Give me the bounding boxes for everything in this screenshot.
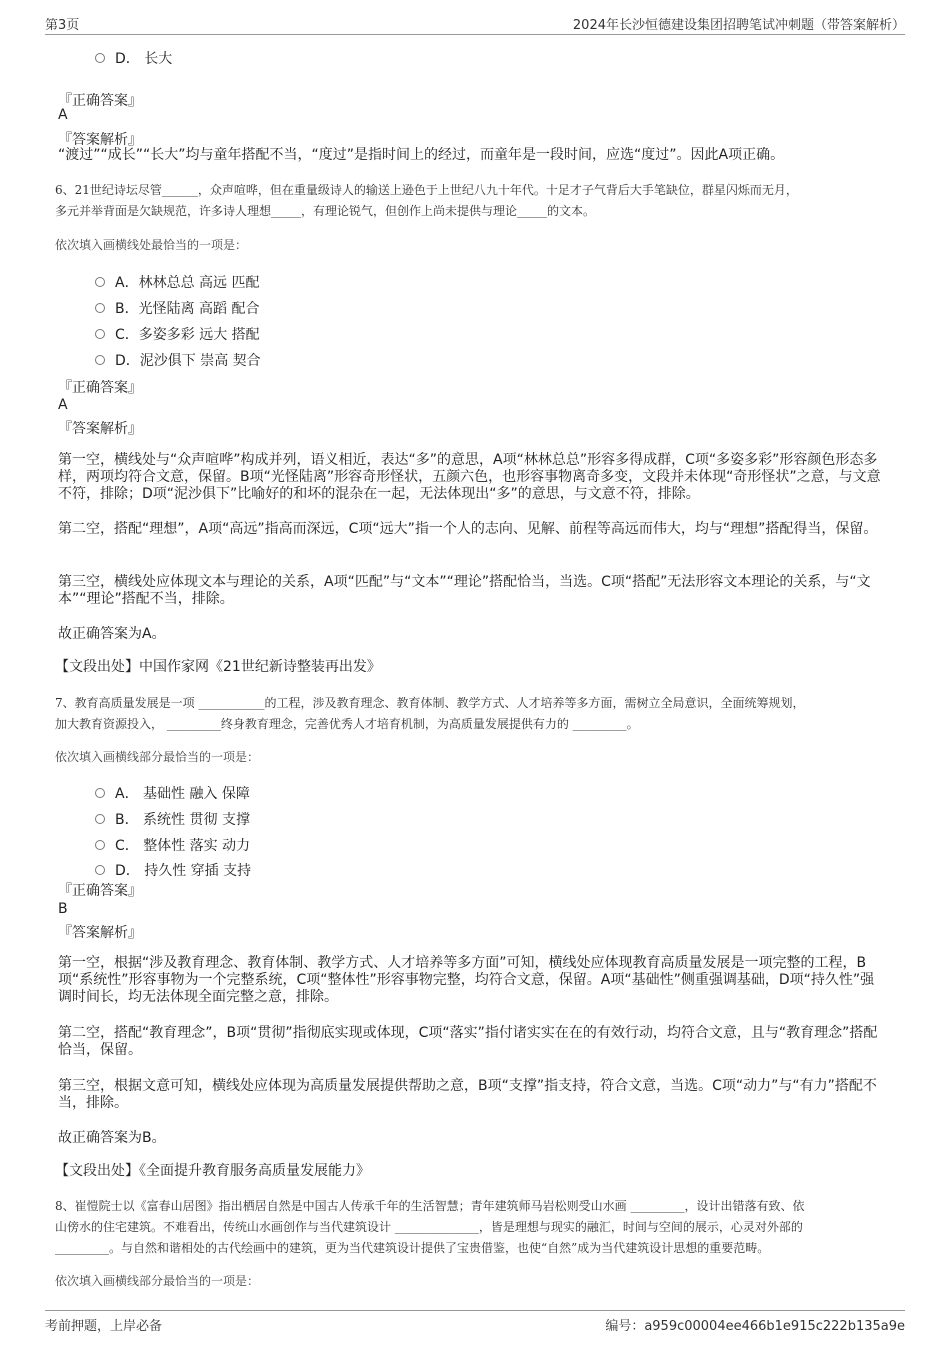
- q7-option-d[interactable]: [95, 860, 251, 880]
- q6-option-b[interactable]: [95, 298, 260, 318]
- option-label: B．光怪陆离 高蹈 配合: [115, 301, 260, 317]
- option-label: A． 基础性 融入 保障: [115, 786, 250, 802]
- radio-icon[interactable]: [95, 303, 105, 313]
- stem-line: 6、21世纪诗坛尽管______，众声喧哗，但在重量级诗人的输送上逊色于上世纪八九十年代。十足才子气背后大手笔缺位，群星闪烁而无月，: [55, 183, 798, 197]
- analysis-text: “渡过”“成长”“长大”均与童年搭配不当，“度过”是指时间上的经过，而童年是一段时间，应选“度过”。因此A项正确。: [58, 147, 785, 163]
- answer-value: B: [58, 901, 68, 917]
- option-label: D． 长大: [115, 51, 173, 67]
- analysis-paragraph: 第二空，搭配“教育理念”，B项“贯彻”指彻底实现或体现，C项“落实”指付诸实实在在的有效行动，均符合文意，且与“教育理念”搭配恰当，保留。: [58, 1025, 878, 1058]
- option-label: A．林林总总 高远 匹配: [115, 275, 260, 291]
- stem-line: 多元并举背面是欠缺规范，许多诗人理想_____，有理论锐气，但创作上尚未提供与理论_____的文本。: [55, 204, 596, 218]
- q6-option-d[interactable]: [95, 350, 261, 370]
- footer-slogan: 考前押题，上岸必备: [45, 1319, 163, 1334]
- analysis-heading: 『答案解析』: [58, 925, 142, 941]
- analysis-heading: 『答案解析』: [58, 132, 142, 148]
- question-6-stem: [55, 180, 895, 222]
- option-label: B． 系统性 贯彻 支撑: [115, 812, 250, 828]
- document-title: 2024年长沙恒德建设集团招聘笔试冲刺题（带答案解析）: [572, 18, 905, 33]
- analysis-paragraph: 第三空，横线处应体现文本与理论的关系，A项“匹配”与“文本”“理论”搭配恰当，当选。C项“搭配”无法形容文本理论的关系，与“文本”“理论”搭配不当，排除。: [58, 574, 871, 607]
- q7-option-a[interactable]: [95, 783, 250, 803]
- analysis-paragraph: 第三空，根据文意可知，横线处应体现为高质量发展提供帮助之意，B项“支撑”指支持，符合文意，当选。C项“动力”与“有力”搭配不当，排除。: [58, 1078, 877, 1111]
- radio-icon[interactable]: [95, 329, 105, 339]
- radio-icon[interactable]: [95, 840, 105, 850]
- answer-value: A: [58, 107, 68, 123]
- radio-icon[interactable]: [95, 788, 105, 798]
- answer-value: A: [58, 397, 68, 413]
- analysis-conclusion: 故正确答案为A。: [58, 626, 166, 642]
- option-label: C．多姿多彩 远大 搭配: [115, 327, 260, 343]
- analysis-paragraph: 第一空，横线处与“众声喧哗”构成并列，语义相近，表达“多”的意思，A项“林林总总”形容多得成群，C项“多姿多彩”形容颜色形态多样，两项均符合文意，保留。B项“光怪陆离”形容奇形怪状，五颜六色，也形容事物离奇多变，文段并未体现“奇形怪状”之意，与文意不符，排除；D项“泥沙俱下”比喻好的和坏的混杂在一起，无法体现出“多”的意思，与文意不符，排除。: [58, 452, 881, 502]
- page-header: [45, 14, 905, 35]
- analysis-conclusion: 故正确答案为B。: [58, 1130, 166, 1146]
- q6-option-a[interactable]: [95, 272, 259, 292]
- option-label: C． 整体性 落实 动力: [115, 838, 251, 854]
- passage-source: 【文段出处】中国作家网《21世纪新诗整装再出发》: [55, 659, 381, 675]
- question-7-stem: [55, 693, 895, 735]
- document-id: 编号：a959c00004ee466b1e915c222b135a9e: [605, 1319, 905, 1334]
- radio-icon[interactable]: [95, 865, 105, 875]
- q5-option-d[interactable]: [95, 48, 172, 68]
- radio-icon[interactable]: [95, 53, 105, 63]
- analysis-heading: 『答案解析』: [58, 421, 142, 437]
- answer-heading: 『正确答案』: [58, 93, 142, 109]
- option-label: D．泥沙俱下 崇高 契合: [115, 353, 261, 369]
- stem-line: 山傍水的住宅建筑。不难看出，传统山水画创作与当代建筑设计 ______________，皆是理想与现实的融汇，时间与空间的展示，心灵对外部的: [55, 1220, 803, 1234]
- question-prompt: 依次填入画横线部分最恰当的一项是：: [55, 1274, 260, 1288]
- radio-icon[interactable]: [95, 814, 105, 824]
- page-number: 第3页: [45, 18, 80, 33]
- q6-option-c[interactable]: [95, 324, 260, 344]
- q7-option-c[interactable]: [95, 835, 250, 855]
- option-label: D． 持久性 穿插 支持: [115, 863, 252, 879]
- analysis-paragraph: 第一空，根据“涉及教育理念、教育体制、教学方式、人才培养等多方面”可知，横线处应体现教育高质量发展是一项完整的工程，B项“系统性”形容事物为一个完整系统，C项“整体性”形容事物完整，均符合文意，保留。A项“基础性”侧重强调基础，D项“持久性”强调时间长，均无法体现全面完整之意，排除。: [58, 955, 875, 1005]
- answer-heading: 『正确答案』: [58, 380, 142, 396]
- q7-option-b[interactable]: [95, 809, 250, 829]
- question-prompt: 依次填入画横线部分最恰当的一项是：: [55, 750, 260, 764]
- stem-line: 7、教育高质量发展是一项 ___________的工程，涉及教育理念、教育体制、教学方式、人才培养等多方面，需树立全局意识，全面统筹规划，: [55, 696, 805, 710]
- passage-source: 【文段出处】《全面提升教育服务高质量发展能力》: [55, 1163, 370, 1179]
- answer-heading: 『正确答案』: [58, 883, 142, 899]
- question-prompt: 依次填入画横线处最恰当的一项是：: [55, 238, 248, 252]
- page-footer: [45, 1310, 905, 1333]
- stem-line: 8、崔愷院士以《富春山居图》指出栖居自然是中国古人传承千年的生活智慧；青年建筑师马岩松则受山水画 _________，设计出错落有致、依: [55, 1199, 805, 1213]
- analysis-paragraph: 第二空，搭配“理想”，A项“高远”指高而深远，C项“远大”指一个人的志向、见解、前程等高远而伟大，均与“理想”搭配得当，保留。: [58, 521, 878, 537]
- stem-line: 加大教育资源投入， _________终身教育理念，完善优秀人才培育机制，为高质量发展提供有力的 _________。: [55, 717, 639, 731]
- radio-icon[interactable]: [95, 355, 105, 365]
- radio-icon[interactable]: [95, 277, 105, 287]
- question-8-stem: [55, 1196, 895, 1259]
- stem-line: _________。与自然和谐相处的古代绘画中的建筑，更为当代建筑设计提供了宝贵借鉴，也使“自然”成为当代建筑设计思想的重要范畴。: [55, 1241, 770, 1255]
